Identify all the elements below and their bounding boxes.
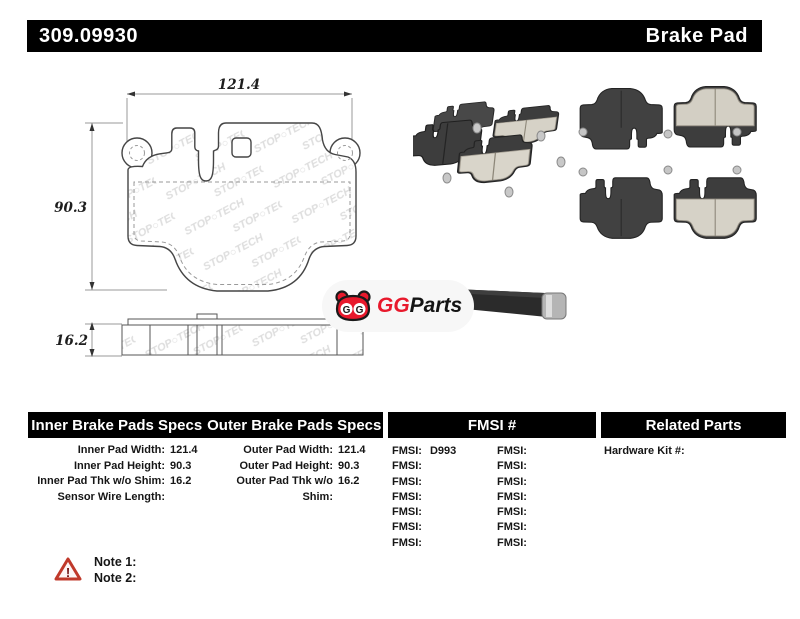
related-parts-column xyxy=(604,444,693,459)
outer-specs-column xyxy=(224,443,384,503)
spec-row xyxy=(224,474,384,503)
inner-specs-column xyxy=(28,443,216,505)
spec-label: Inner Pad Thk w/o Shim: xyxy=(37,475,165,487)
fmsi-row xyxy=(497,475,535,490)
spec-row xyxy=(28,459,216,475)
related-parts-header-bar xyxy=(601,412,786,438)
spec-label: Inner Pad Height: xyxy=(73,459,165,472)
thickness-dim-label: 16.2 xyxy=(55,333,88,349)
spec-label: Inner Pad Width: xyxy=(77,444,165,456)
fmsi-row xyxy=(497,490,535,505)
fmsi-row xyxy=(392,505,456,520)
pad-dark-bottom xyxy=(580,178,662,238)
spec-label: Outer Pad Thk w/o Shim: xyxy=(236,475,333,503)
svg-text:!: ! xyxy=(65,565,71,580)
spec-value: 16.2 xyxy=(170,475,192,487)
fmsi-label: FMSI: xyxy=(392,521,422,534)
fmsi-label: FMSI: xyxy=(392,445,422,457)
svg-text:G: G xyxy=(342,305,351,316)
related-label: Hardware Kit #: xyxy=(604,445,685,457)
page-title: Brake Pad xyxy=(645,24,748,47)
pad-light-bottom xyxy=(674,178,756,238)
inner-specs-title: Inner Brake Pads Specs xyxy=(31,416,203,434)
square-hole xyxy=(232,138,251,157)
fmsi-title: FMSI # xyxy=(467,416,517,434)
ggparts-logo xyxy=(322,280,474,332)
fmsi-label: FMSI: xyxy=(392,460,422,473)
fmsi-label: FMSI: xyxy=(497,460,527,473)
fmsi-label: FMSI: xyxy=(497,475,527,488)
fmsi-label: FMSI: xyxy=(392,490,422,503)
spec-label: Outer Pad Width: xyxy=(243,444,333,456)
fmsi-row xyxy=(497,536,535,551)
spec-row xyxy=(28,474,216,490)
fmsi-column-1 xyxy=(392,444,456,551)
fmsi-header-bar xyxy=(388,412,596,438)
fmsi-column-2 xyxy=(497,444,535,551)
fmsi-row xyxy=(497,520,535,535)
arrow-left-icon xyxy=(127,92,135,97)
sensor-cylinder xyxy=(542,293,566,319)
fmsi-row xyxy=(392,490,456,505)
fmsi-row xyxy=(497,444,535,459)
ggparts-wordmark xyxy=(377,294,462,318)
logo-gg-text: GG xyxy=(377,294,410,317)
part-number: 309.09930 xyxy=(39,24,139,47)
fmsi-label: FMSI: xyxy=(497,445,527,457)
spec-label: Sensor Wire Length: xyxy=(57,490,165,503)
fmsi-label: FMSI: xyxy=(392,536,422,549)
note-2: Note 2: xyxy=(94,571,137,585)
arrow-up-icon xyxy=(90,123,95,131)
ggparts-bear-icon xyxy=(334,289,372,323)
arrow-down-icon xyxy=(90,282,95,290)
product-photo-angled xyxy=(413,92,573,224)
height-dim-label: 90.3 xyxy=(54,200,87,216)
spec-value xyxy=(170,490,216,506)
header-bar xyxy=(27,20,762,52)
logo-parts-text: Parts xyxy=(409,294,463,317)
spec-value: 90.3 xyxy=(170,459,192,472)
fmsi-label: FMSI: xyxy=(392,506,422,519)
outer-specs-title: Outer Brake Pads Specs xyxy=(207,416,382,434)
side-view-body xyxy=(122,325,363,355)
spec-value: 90.3 xyxy=(338,459,360,472)
spec-value: 121.4 xyxy=(170,444,198,456)
arrow-up-icon xyxy=(90,322,95,330)
svg-text:G: G xyxy=(355,305,364,316)
spec-label: Outer Pad Height: xyxy=(239,459,333,472)
spec-value: 16.2 xyxy=(338,475,360,487)
arrow-right-icon xyxy=(344,92,352,97)
fmsi-row xyxy=(392,520,456,535)
fmsi-row xyxy=(392,459,456,474)
related-parts-title: Related Parts xyxy=(645,416,742,434)
pad-light-top xyxy=(674,87,756,147)
fmsi-label: FMSI: xyxy=(497,521,527,534)
warning-icon xyxy=(54,556,82,582)
spec-row xyxy=(224,459,384,475)
pad-dark-top xyxy=(580,89,662,149)
spec-row xyxy=(28,490,216,506)
fmsi-row xyxy=(497,459,535,474)
spec-value: 121.4 xyxy=(338,444,366,456)
product-photo-flat xyxy=(572,80,792,255)
fmsi-value: D993 xyxy=(429,445,457,457)
width-dim-label: 121.4 xyxy=(217,77,261,93)
spec-row xyxy=(28,443,216,459)
fmsi-label: FMSI: xyxy=(497,536,527,549)
fmsi-row xyxy=(392,444,456,459)
spec-row xyxy=(224,443,384,459)
specs-header-bar xyxy=(28,412,383,438)
fmsi-label: FMSI: xyxy=(497,490,527,503)
note-1: Note 1: xyxy=(94,555,137,569)
related-row xyxy=(604,444,693,459)
fmsi-row xyxy=(392,536,456,551)
fmsi-row xyxy=(497,505,535,520)
fmsi-label: FMSI: xyxy=(497,506,527,519)
fmsi-row xyxy=(392,475,456,490)
technical-drawing xyxy=(45,72,375,367)
sensor-cylinder-highlight xyxy=(546,295,552,317)
side-view-shim xyxy=(128,319,358,325)
pad-front-view xyxy=(122,123,360,291)
fmsi-label: FMSI: xyxy=(392,475,422,488)
